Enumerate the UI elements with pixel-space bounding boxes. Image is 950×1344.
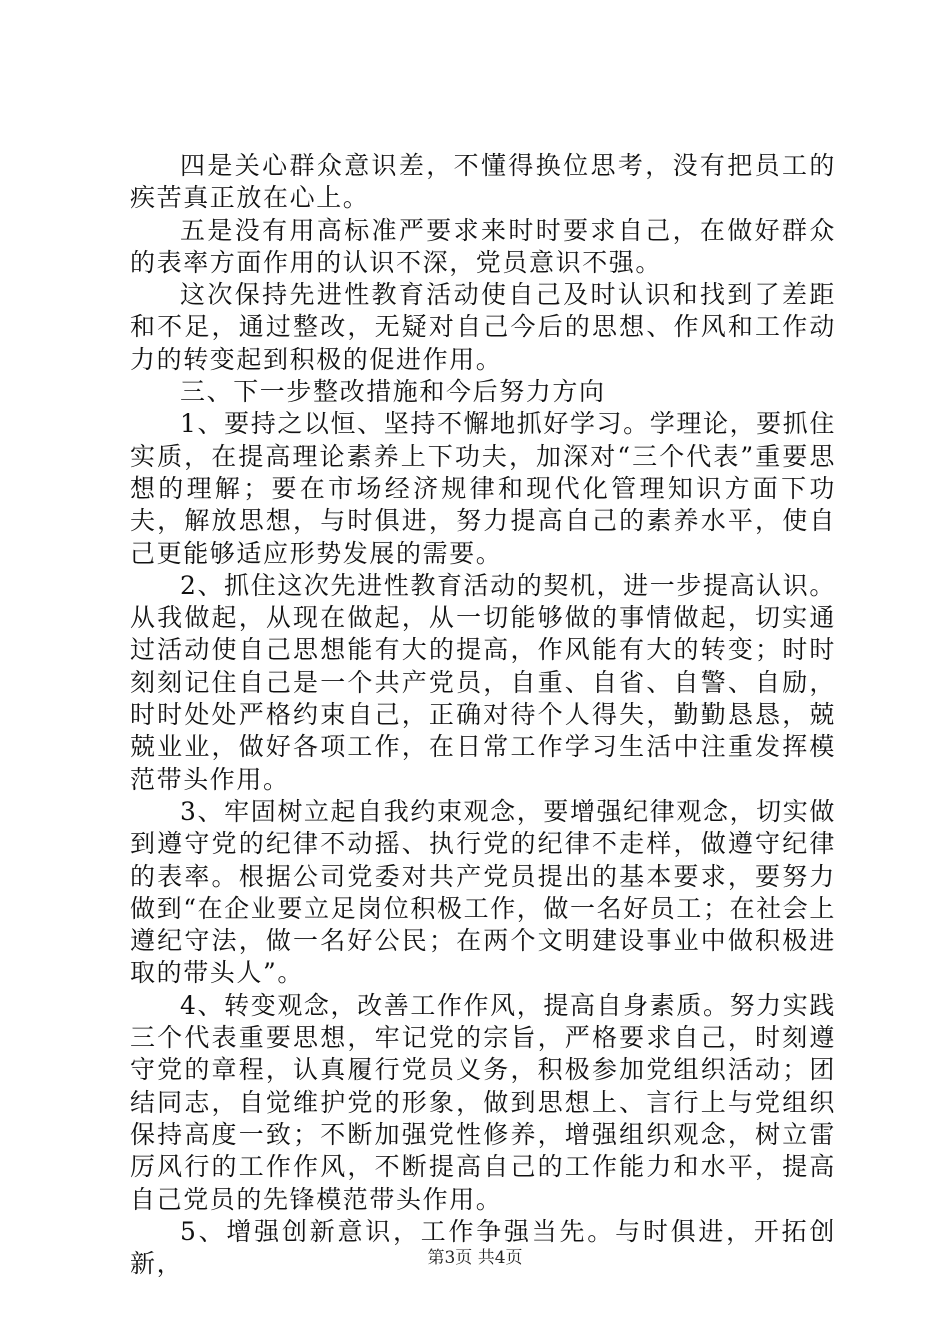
document-body	[130, 150, 836, 1280]
page-number-footer: 第3页 共4页	[427, 1248, 523, 1268]
measure-4: 4、转变观念，改善工作作风，提高自身素质。努力实践三个代表重要思想，牢记党的宗旨，严格要求自己，时刻遵守党的章程，认真履行党员义务，积极参加党组织活动；团结同志，自觉维护党的形象，做到思想上、言行上与党组织保持高度一致；不断加强党性修养，增强组织观念，树立雷厉风行的工作作风，不断提高自己的工作能力和水平，提高自己党员的先锋模范带头作用。	[130, 990, 836, 1214]
measure-5: 5、增强创新意识，工作争强当先。与时俱进，开拓创新，	[130, 1216, 836, 1279]
paragraph-reflection: 这次保持先进性教育活动使自己及时认识和找到了差距和不足，通过整改，无疑对自己今后的思想、作风和工作动力的转变起到积极的促进作用。	[130, 280, 836, 374]
measure-3: 3、牢固树立起自我约束观念，要增强纪律观念，切实做到遵守党的纪律不动摇、执行党的纪律不走样，做遵守纪律的表率。根据公司党委对共产党员提出的基本要求，要努力做到“在企业要立足岗位积极工作，做一名好员工；在社会上遵纪守法，做一名好公民；在两个文明建设事业中做积极进取的带头人”。	[130, 796, 836, 988]
measure-2: 2、抓住这次先进性教育活动的契机，进一步提高认识。从我做起，从现在做起，从一切能够做的事情做起，切实通过活动使自己思想能有大的提高，作风能有大的转变；时时刻刻记住自己是一个共产党员，自重、自省、自警、自励，时时处处严格约束自己，正确对待个人得失，勤勤恳恳，兢兢业业，做好各项工作，在日常工作学习生活中注重发挥模范带头作用。	[130, 570, 836, 794]
measure-1: 1、要持之以恒、坚持不懈地抓好学习。学理论，要抓住实质，在提高理论素养上下功夫，加深对“三个代表”重要思想的理解；要在市场经济规律和现代化管理知识方面下功夫，解放思想，与时俱进，努力提高自己的素养水平，使自己更能够适应形势发展的需要。	[130, 409, 836, 568]
section-heading-3: 三、下一步整改措施和今后努力方向	[180, 377, 606, 407]
paragraph-item-5: 五是没有用高标准严要求来时时要求自己，在做好群众的表率方面作用的认识不深，党员意识不强。	[130, 215, 836, 277]
paragraph-item-4: 四是关心群众意识差，不懂得换位思考，没有把员工的疾苦真正放在心上。	[130, 151, 836, 213]
